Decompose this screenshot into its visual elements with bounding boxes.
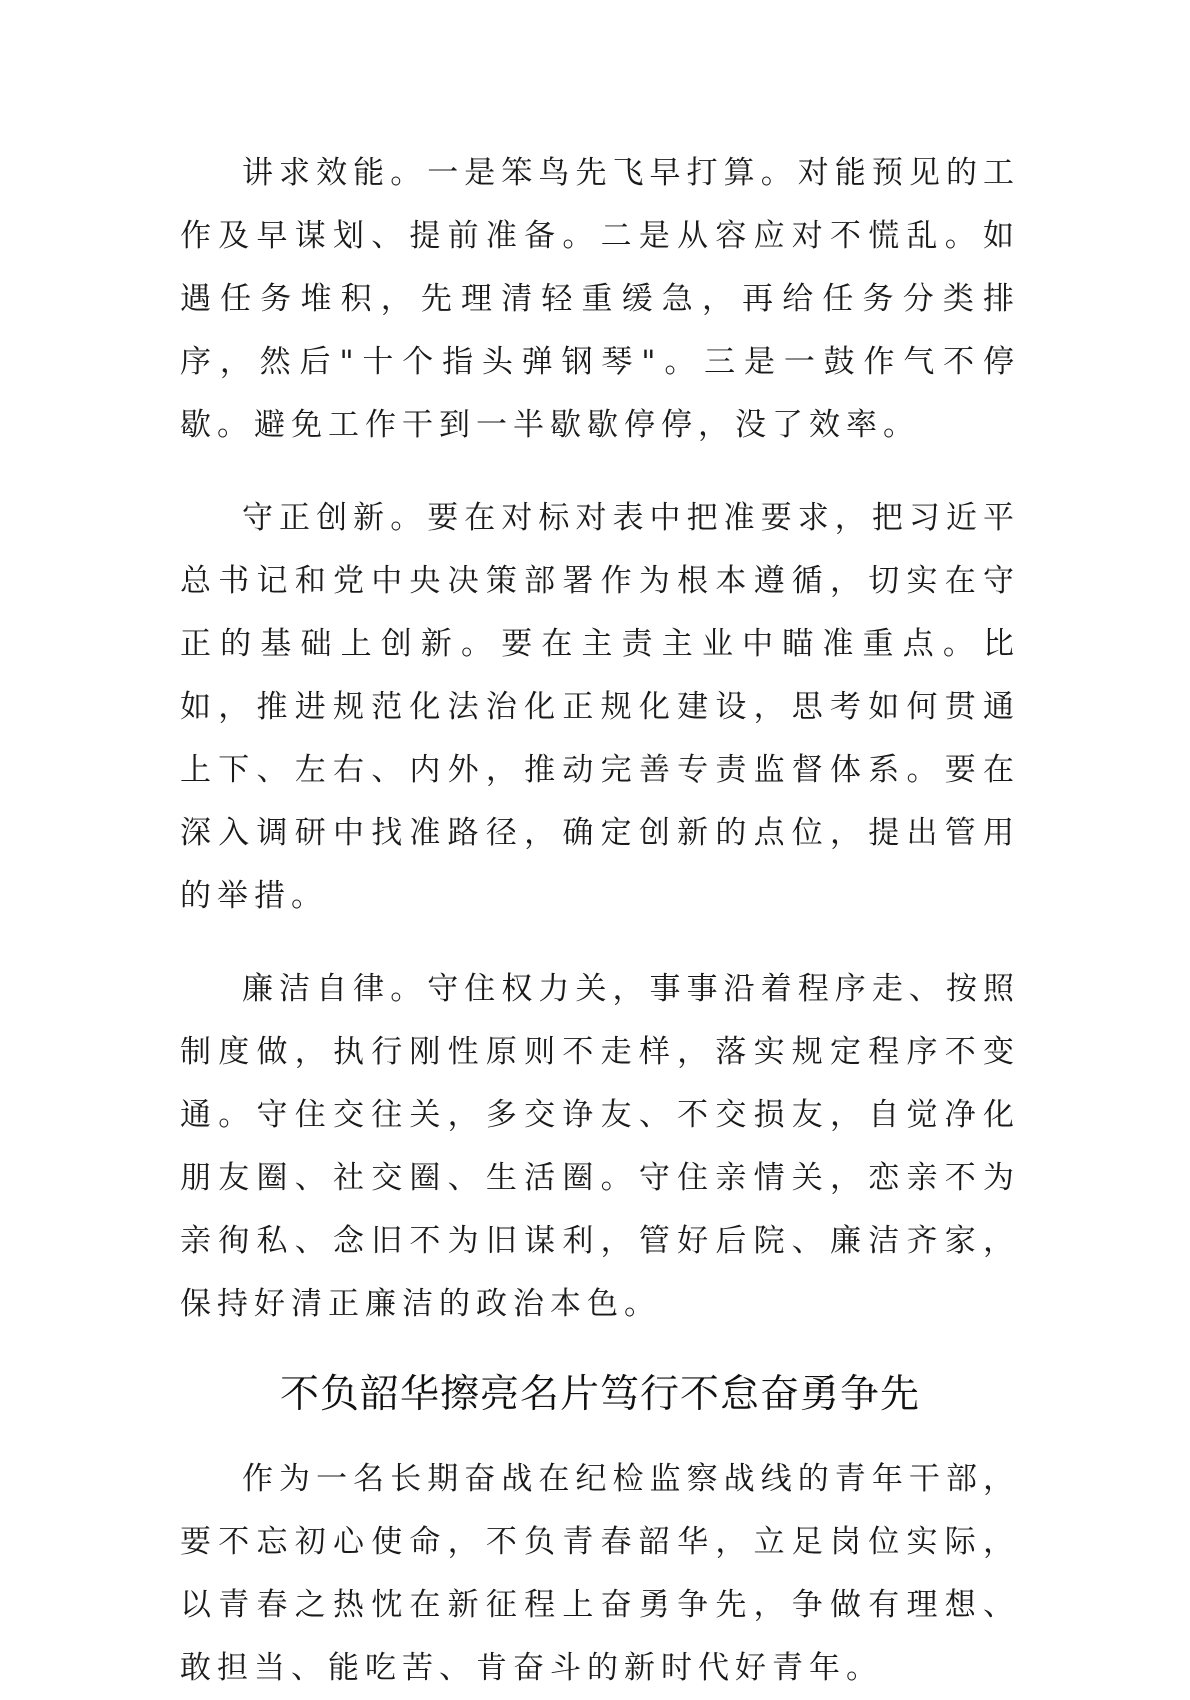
- document-body: [180, 142, 1020, 1700]
- paragraph-integrity: 廉洁自律。守住权力关，事事沿着程序走、按照制度做，执行刚性原则不走样，落实规定程序不变通。守住交往关，多交诤友、不交损友，自觉净化朋友圈、社交圈、生活圈。守住亲情关，恋亲不为亲徇私、念旧不为旧谋利，管好后院、廉洁齐家，保持好清正廉洁的政治本色。: [180, 971, 1020, 1322]
- paragraph-youth-cadre: 作为一名长期奋战在纪检监察战线的青年干部，要不忘初心使命，不负青春韶华，立足岗位实际，以青春之热忱在新征程上奋勇争先，争做有理想、敢担当、能吃苦、肯奋斗的新时代好青年。: [180, 1461, 1020, 1686]
- section-heading: 不负韶华擦亮名片笃行不怠奋勇争先: [279, 1372, 920, 1417]
- paragraph-efficiency: 讲求效能。一是笨鸟先飞早打算。对能预见的工作及早谋划、提前准备。二是从容应对不慌乱。如遇任务堆积，先理清轻重缓急，再给任务分类排序，然后"十个指头弹钢琴"。三是一鼓作气不停歇。避免工作干到一半歇歇停停，没了效率。: [180, 155, 1020, 443]
- paragraph-innovation: 守正创新。要在对标对表中把准要求，把习近平总书记和党中央决策部署作为根本遵循，切实在守正的基础上创新。要在主责主业中瞄准重点。比如，推进规范化法治化正规化建设，思考如何贯通上下、左右、内外，推动完善专责监督体系。要在深入调研中找准路径，确定创新的点位，提出管用的举措。: [180, 500, 1020, 914]
